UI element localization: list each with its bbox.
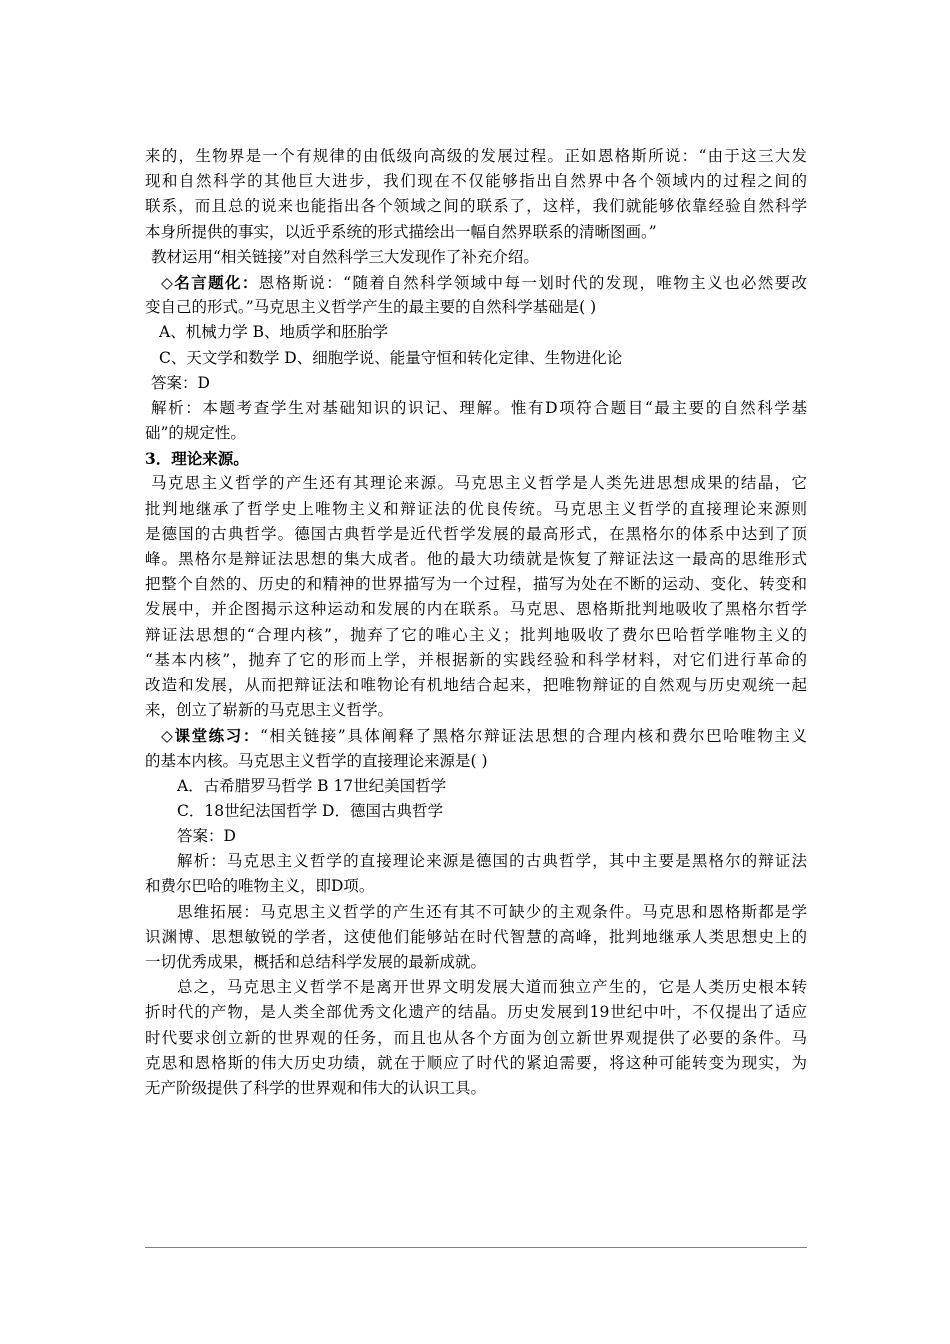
line-text: 现和自然科学的其他巨大进步，我们现在不仅能够指出自然界中各个领域内的过程之间的 xyxy=(145,172,807,191)
text-line xyxy=(145,623,807,648)
line-text: 克思和恩格斯的伟大历史功绩，就在于顺应了时代的紧迫需要，将这种可能转变为现实，为 xyxy=(145,1053,807,1072)
document-body xyxy=(145,144,807,1101)
text-line xyxy=(145,975,807,1000)
line-text: 解析：本题考查学生对基础知识的识记、理解。惟有D项符合题目“最主要的自然科学基 xyxy=(151,398,807,417)
text-line xyxy=(145,320,807,345)
footer-divider xyxy=(145,1247,807,1248)
text-line xyxy=(145,270,807,295)
text-line xyxy=(145,220,807,245)
line-text: 解析：马克思主义哲学的直接理论来源是德国的古典哲学，其中主要是黑格尔的辩证法 xyxy=(177,852,807,871)
text-line xyxy=(145,497,807,522)
line-text: C．18世纪法国哲学 D．德国古典哲学 xyxy=(177,801,443,820)
line-text: 是德国的古典哲学。德国古典哲学是近代哲学发展的最高形式，在黑格尔的体系中达到了顶 xyxy=(145,524,807,543)
bold-label: 3．理论来源。 xyxy=(145,449,249,469)
text-line xyxy=(145,749,807,774)
line-text: 教材运用“相关链接”对自然科学三大发现作了补充介绍。 xyxy=(151,247,539,266)
line-text: 批判地继承了哲学史上唯物主义和辩证法的优良传统。马克思主义哲学的直接理论来源则 xyxy=(145,499,807,518)
text-line xyxy=(145,446,807,471)
line-text: A、机械力学 B、地质学和胚胎学 xyxy=(159,323,389,342)
line-text: 础”的规定性。 xyxy=(145,424,246,443)
line-text: 的基本内核。马克思主义哲学的直接理论来源是( ) xyxy=(145,751,488,770)
line-text: 变自己的形式。”马克思主义哲学产生的最主要的自然科学基础是( ) xyxy=(145,298,597,317)
text-line xyxy=(145,648,807,673)
line-text: 改造和发展，从而把辩证法和唯物论有机地结合起来，把唯物辩证的自然观与历史观统一起 xyxy=(145,675,807,694)
text-line xyxy=(145,1026,807,1051)
line-text: 发展中，并企图揭示这种运动和发展的内在联系。马克思、恩格斯批判地吸收了黑格尔哲学 xyxy=(145,600,807,619)
text-line xyxy=(145,572,807,597)
line-text: 总之，马克思主义哲学不是离开世界文明发展大道而独立产生的，它是人类历史根本转 xyxy=(177,978,807,997)
text-line xyxy=(145,900,807,925)
text-line xyxy=(145,396,807,421)
bold-label: ◇课堂练习： xyxy=(161,726,260,746)
text-line xyxy=(145,346,807,371)
line-text: 峰。黑格尔是辩证法思想的集大成者。他的最大功绩就是恢复了辩证法这一最高的思维形式 xyxy=(145,550,807,568)
line-text: 识渊博、思想敏锐的学者，这使他们能够站在时代智慧的高峰，批判地继承人类思想史上的 xyxy=(145,927,807,946)
text-line xyxy=(145,194,807,219)
text-line xyxy=(145,471,807,496)
line-text: 答案：D xyxy=(151,373,210,392)
line-text: 一切优秀成果，概括和总结科学发展的最新成就。 xyxy=(145,953,487,971)
text-line xyxy=(145,1076,807,1101)
line-text: 时代要求创立新的世界观的任务，而且也从各个方面为创立新世界观提供了必要的条件。马 xyxy=(145,1028,807,1047)
text-line xyxy=(145,950,807,975)
line-text: 来，创立了崭新的马克思主义哲学。 xyxy=(145,701,394,720)
text-line xyxy=(145,849,807,874)
line-text: A．古希腊罗马哲学 B 17世纪美国哲学 xyxy=(177,776,447,795)
line-text: “基本内核”，抛弃了它的形而上学，并根据新的实践经验和科学材料，对它们进行革命的 xyxy=(145,650,807,669)
bold-label: ◇名言题化： xyxy=(161,272,259,292)
text-line xyxy=(145,245,807,270)
line-text: 联系，而且总的说来也能指出各个领域之间的联系了，这样，我们就能够依靠经验自然科学 xyxy=(145,197,807,216)
text-line xyxy=(145,925,807,950)
text-line xyxy=(145,522,807,547)
text-line xyxy=(145,673,807,698)
text-line xyxy=(145,874,807,899)
line-text: 马克思主义哲学的产生还有其理论来源。马克思主义哲学是人类先进思想成果的结晶，它 xyxy=(151,474,807,493)
text-line xyxy=(145,547,807,572)
line-text: 来的，生物界是一个有规律的由低级向高级的发展过程。正如恩格斯所说：“由于这三大发 xyxy=(145,147,807,165)
line-text: 折时代的产物，是人类全部优秀文化遗产的结晶。历史发展到19世纪中叶，不仅提出了适应 xyxy=(145,1003,807,1022)
line-text: 答案：D xyxy=(177,827,236,846)
line-text: 和费尔巴哈的唯物主义，即D项。 xyxy=(145,877,375,896)
line-text: 思维拓展：马克思主义哲学的产生还有其不可缺少的主观条件。马克思和恩格斯都是学 xyxy=(177,902,807,921)
text-line xyxy=(145,597,807,622)
line-text: 恩格斯说：“随着自然科学领域中每一划时代的发现，唯物主义也必然要改 xyxy=(258,273,807,292)
line-text: 无产阶级提供了科学的世界观和伟大的认识工具。 xyxy=(145,1078,487,1097)
text-line xyxy=(145,295,807,320)
text-line xyxy=(145,144,807,169)
line-text: “相关链接”具体阐释了黑格尔辩证法思想的合理内核和费尔巴哈唯物主义 xyxy=(259,727,807,746)
line-text: C、天文学和数学 D、细胞学说、能量守恒和转化定律、生物进化论 xyxy=(159,348,623,367)
line-text: 把整个自然的、历史的和精神的世界描写为一个过程，描写为处在不断的运动、变化、转变和 xyxy=(145,575,807,594)
text-line xyxy=(145,698,807,723)
line-text: 本身所提供的事实，以近乎系统的形式描绘出一幅自然界联系的清晰图画。” xyxy=(145,222,657,241)
text-line xyxy=(145,799,807,824)
text-line xyxy=(145,1000,807,1025)
line-text: 辩证法思想的“合理内核”，抛弃了它的唯心主义；批判地吸收了费尔巴哈哲学唯物主义的 xyxy=(145,625,807,644)
text-line xyxy=(145,774,807,799)
text-line xyxy=(145,1051,807,1076)
text-line xyxy=(145,723,807,748)
text-line xyxy=(145,421,807,446)
text-line xyxy=(145,371,807,396)
text-line xyxy=(145,169,807,194)
text-line xyxy=(145,824,807,849)
